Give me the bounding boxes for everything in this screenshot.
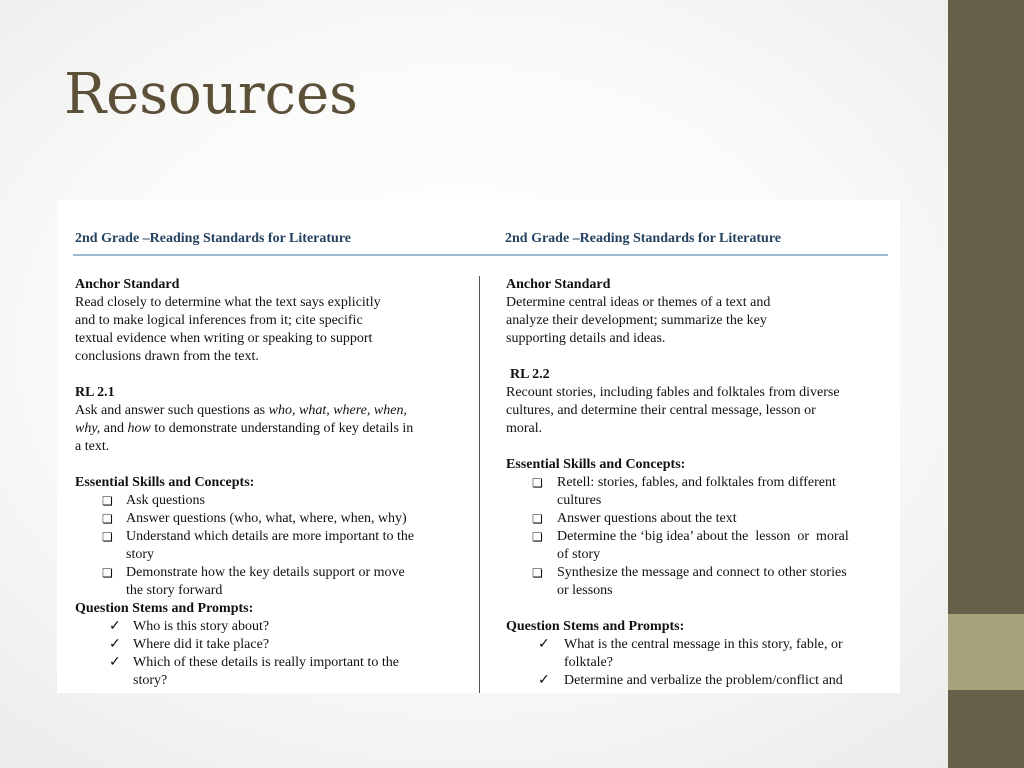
left-rl-line: Ask and answer such questions as who, what, where, when, <box>75 403 407 418</box>
right-column-heading: 2nd Grade –Reading Standards for Literature <box>505 231 781 246</box>
left-column-heading: 2nd Grade –Reading Standards for Literature <box>75 231 351 246</box>
checkbox-bullet-icon: ❏ <box>532 566 543 580</box>
list-item: ❏ Answer questions about the text <box>532 511 737 526</box>
checkmark-icon: ✓ <box>538 673 550 688</box>
checkbox-bullet-icon: ❏ <box>532 530 543 544</box>
right-anchor-title: Anchor Standard <box>506 277 611 292</box>
checkbox-bullet-icon: ❏ <box>102 494 113 508</box>
left-anchor-line: conclusions drawn from the text. <box>75 349 259 364</box>
right-anchor-line: supporting details and ideas. <box>506 331 666 346</box>
right-column <box>506 276 896 690</box>
right-rl-line: cultures, and determine their central message, lesson or <box>506 403 816 418</box>
list-item: ❏ Retell: stories, fables, and folktales from different cultures <box>532 475 836 508</box>
column-divider <box>479 276 480 693</box>
decorative-sidebar-accent <box>948 614 1024 690</box>
list-item: ✓ What is the central message in this story, fable, or folktale? <box>538 637 843 670</box>
list-item: ✓ Determine and verbalize the problem/conflict and <box>538 673 843 688</box>
left-anchor-line: textual evidence when writing or speaking to support <box>75 331 373 346</box>
right-rl-line: Recount stories, including fables and folktales from diverse <box>506 385 840 400</box>
checkmark-icon: ✓ <box>109 619 121 634</box>
right-anchor-line: Determine central ideas or themes of a text and <box>506 295 771 310</box>
right-skills-list <box>506 474 896 600</box>
left-column <box>75 276 470 690</box>
checkbox-bullet-icon: ❏ <box>102 566 113 580</box>
left-anchor-title: Anchor Standard <box>75 277 180 292</box>
heading-rule <box>73 254 888 256</box>
slide-title: Resources <box>64 62 358 127</box>
left-anchor-line: and to make logical inferences from it; cite specific <box>75 313 363 328</box>
left-stems-list <box>75 618 470 690</box>
right-skills-title: Essential Skills and Concepts: <box>506 457 686 472</box>
checkbox-bullet-icon: ❏ <box>532 476 543 490</box>
left-rl-line: why, and how to demonstrate understanding of key details in <box>75 421 414 436</box>
list-item: ❏ Synthesize the message and connect to other stories or lessons <box>532 565 847 598</box>
right-rl-code: RL 2.2 <box>510 367 550 382</box>
right-rl-line: moral. <box>506 421 543 436</box>
checkmark-icon: ✓ <box>538 637 550 652</box>
list-item: ❏ Determine the ‘big idea’ about the lesson or moral of story <box>532 529 849 562</box>
right-anchor-line: analyze their development; summarize the key <box>506 313 767 328</box>
left-stems-title: Question Stems and Prompts: <box>75 601 254 616</box>
list-item: ❏ Ask questions <box>102 493 205 508</box>
checkbox-bullet-icon: ❏ <box>532 512 543 526</box>
list-item: ✓ Which of these details is really important to the story? <box>109 655 399 688</box>
checkmark-icon: ✓ <box>109 655 121 670</box>
left-rl-code: RL 2.1 <box>75 385 115 400</box>
list-item: ❏ Answer questions (who, what, where, when, why) <box>102 511 407 526</box>
left-skills-title: Essential Skills and Concepts: <box>75 475 255 490</box>
list-item: ✓ Where did it take place? <box>109 637 270 652</box>
right-stems-list <box>506 636 896 690</box>
right-stems-title: Question Stems and Prompts: <box>506 619 685 634</box>
checkmark-icon: ✓ <box>109 637 121 652</box>
list-item: ❏ Demonstrate how the key details support or move the story forward <box>102 565 405 598</box>
list-item: ✓ Who is this story about? <box>109 619 270 634</box>
standards-document-image <box>57 200 900 693</box>
list-item: ❏ Understand which details are more important to the story <box>102 529 415 562</box>
left-rl-line: a text. <box>75 439 110 454</box>
checkbox-bullet-icon: ❏ <box>102 512 113 526</box>
checkbox-bullet-icon: ❏ <box>102 530 113 544</box>
left-anchor-line: Read closely to determine what the text says explicitly <box>75 295 381 310</box>
left-skills-list <box>75 492 470 600</box>
